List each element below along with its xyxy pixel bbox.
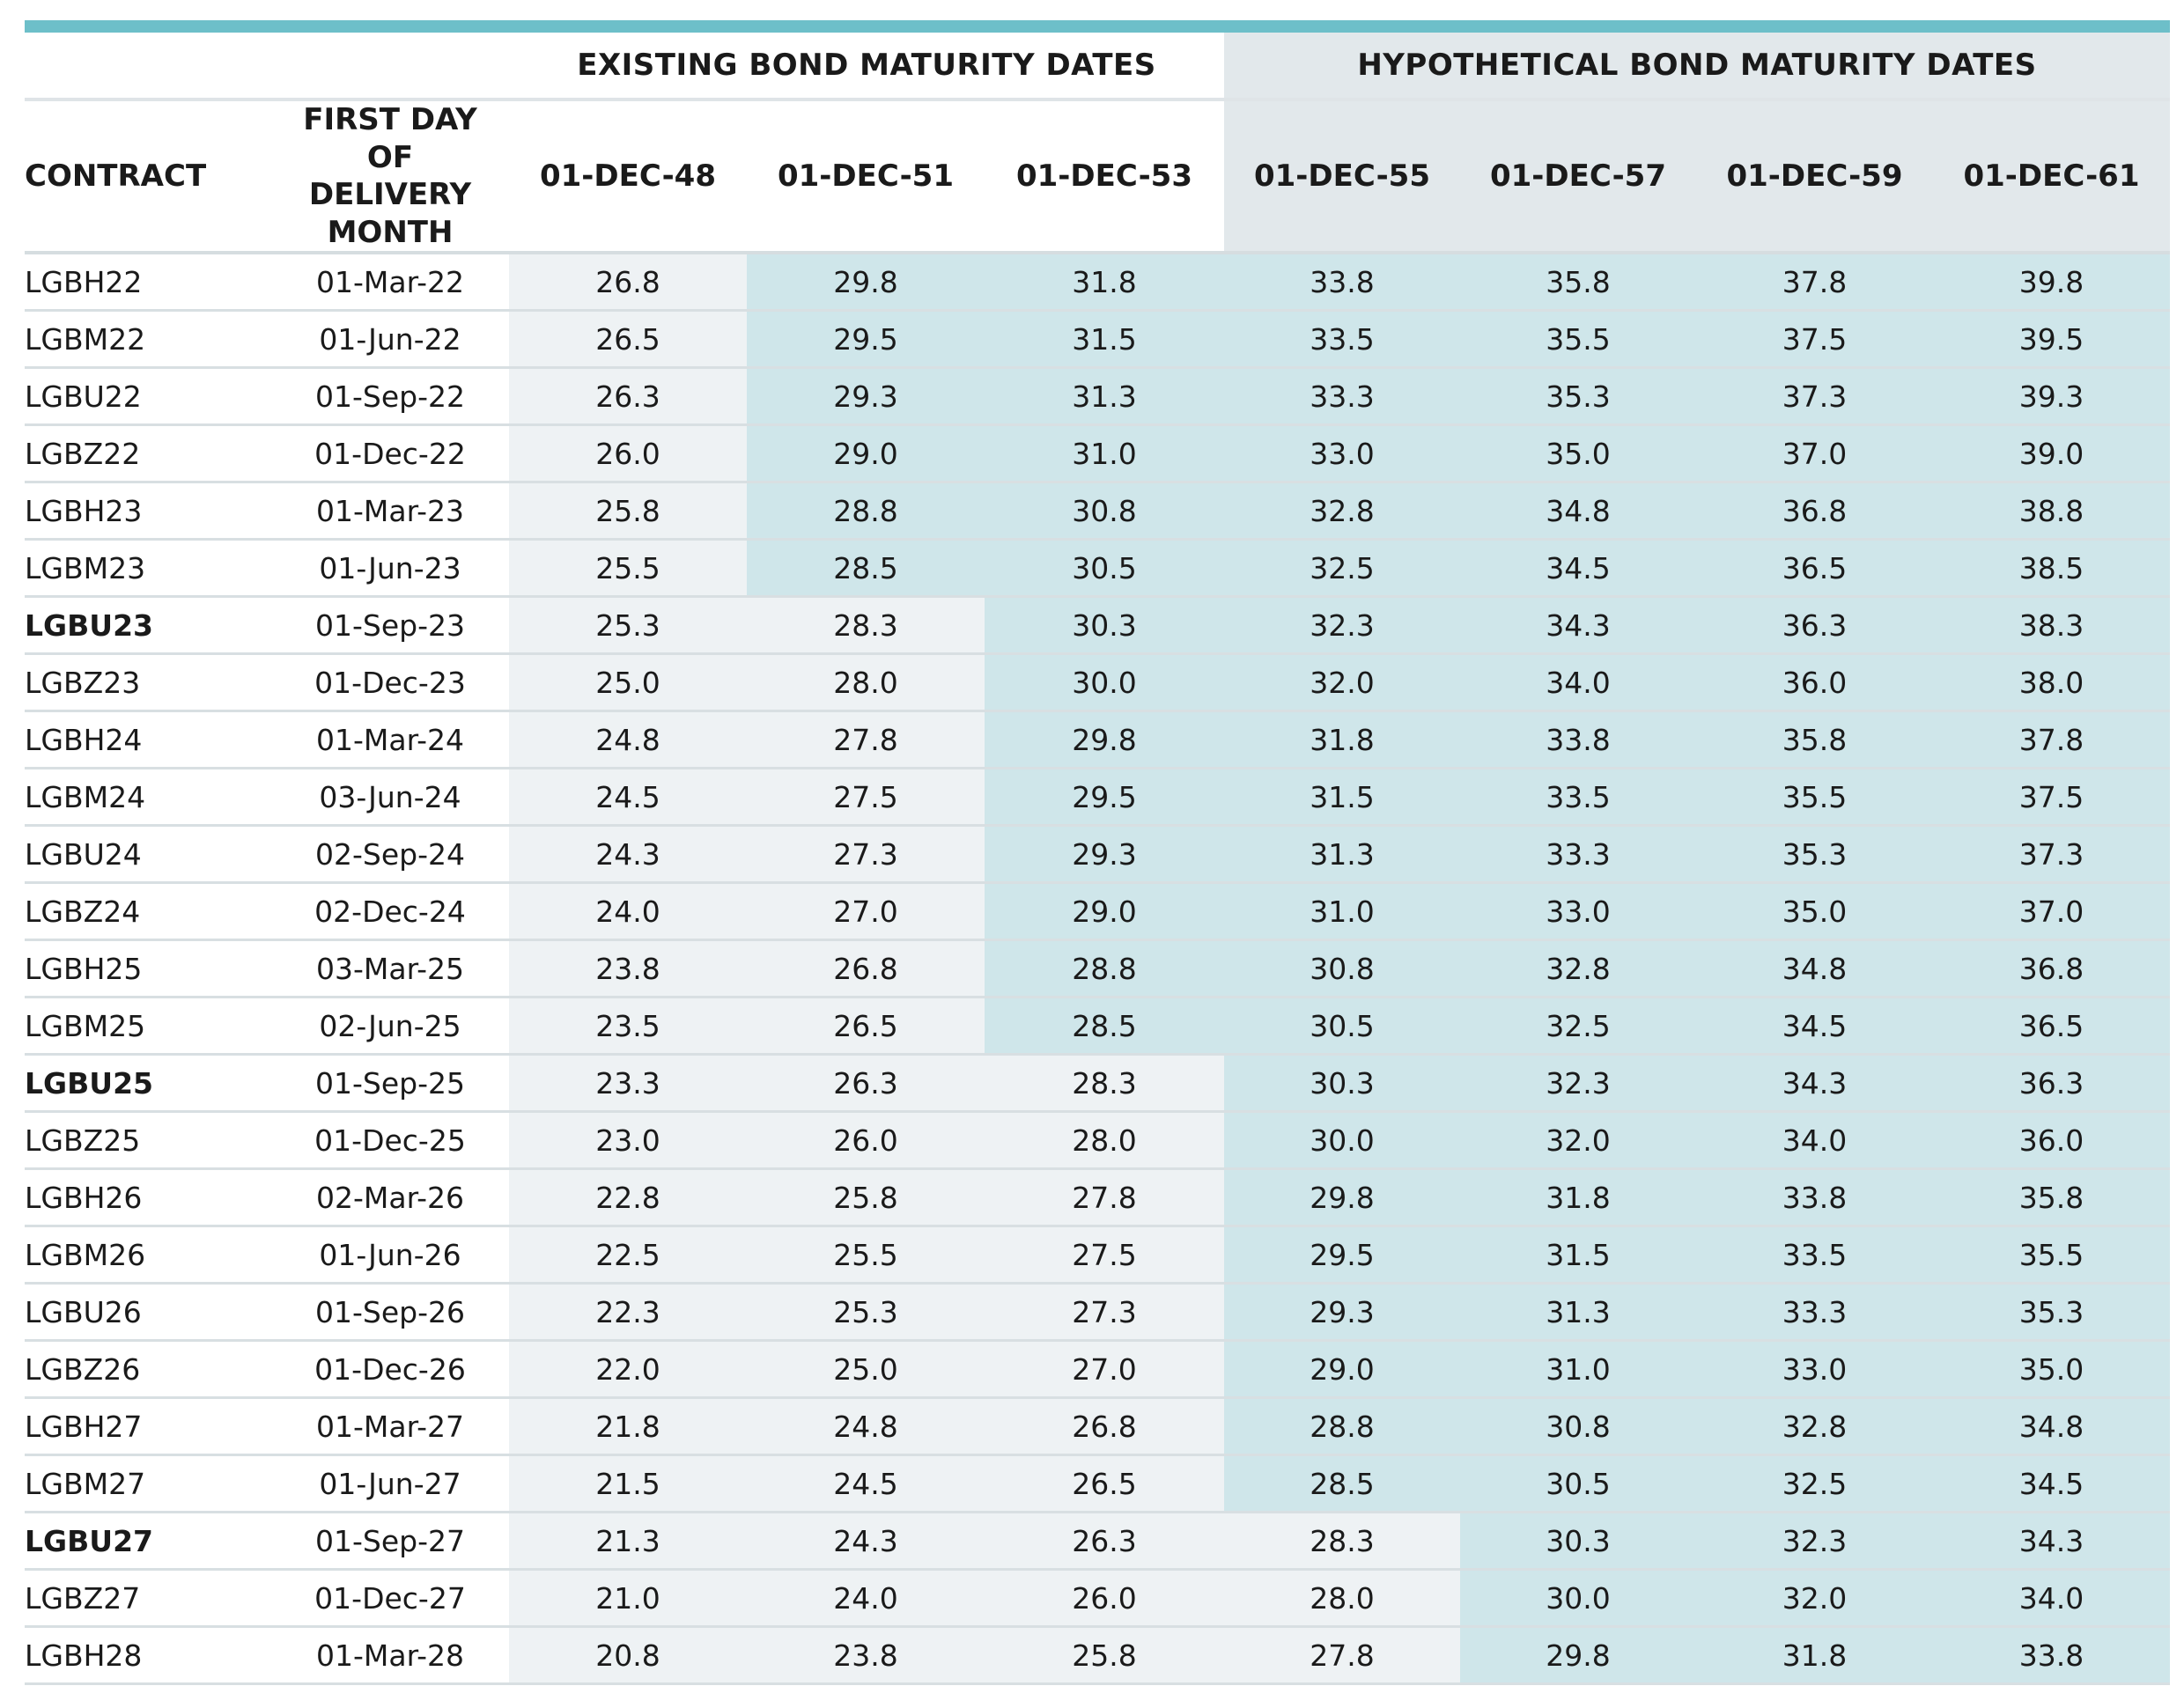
term-value-cell: 36.0 <box>1933 1112 2170 1169</box>
table-row <box>25 940 2170 998</box>
delivery-date-cell: 03-Jun-24 <box>271 769 509 826</box>
contract-column-header: CONTRACT <box>25 101 271 253</box>
term-value-cell: 36.0 <box>1696 654 1933 711</box>
contract-cell: LGBM24 <box>25 769 271 826</box>
contract-cell: LGBZ27 <box>25 1570 271 1627</box>
term-value-cell: 26.0 <box>509 425 747 482</box>
term-value-cell: 25.8 <box>509 482 747 540</box>
term-value-cell: 36.3 <box>1696 597 1933 654</box>
table-row <box>25 1627 2170 1684</box>
term-value-cell: 26.0 <box>747 1112 985 1169</box>
term-value-cell: 30.5 <box>1224 998 1460 1055</box>
term-value-cell: 38.0 <box>1933 654 2170 711</box>
term-value-cell: 39.3 <box>1933 368 2170 425</box>
term-value-cell: 26.5 <box>509 311 747 368</box>
term-value-cell: 30.5 <box>985 540 1224 597</box>
term-value-cell: 36.8 <box>1933 940 2170 998</box>
term-value-cell: 34.3 <box>1460 597 1696 654</box>
term-value-cell: 39.5 <box>1933 311 2170 368</box>
term-value-cell: 32.5 <box>1460 998 1696 1055</box>
term-value-cell: 31.8 <box>1460 1169 1696 1226</box>
term-value-cell: 28.8 <box>747 482 985 540</box>
term-value-cell: 31.8 <box>1696 1627 1933 1684</box>
term-value-cell: 33.3 <box>1224 368 1460 425</box>
term-value-cell: 31.0 <box>1224 883 1460 940</box>
delivery-date-cell: 01-Dec-27 <box>271 1570 509 1627</box>
term-value-cell: 28.3 <box>747 597 985 654</box>
term-value-cell: 29.0 <box>747 425 985 482</box>
term-value-cell: 33.8 <box>1933 1627 2170 1684</box>
maturity-column-header: 01-DEC-51 <box>747 101 985 253</box>
term-value-cell: 31.3 <box>1460 1284 1696 1341</box>
term-value-cell: 22.0 <box>509 1341 747 1398</box>
contract-cell: LGBU26 <box>25 1284 271 1341</box>
term-value-cell: 24.5 <box>509 769 747 826</box>
term-value-cell: 33.3 <box>1696 1284 1933 1341</box>
contract-cell: LGBH27 <box>25 1398 271 1455</box>
table-row <box>25 1570 2170 1627</box>
term-value-cell: 22.5 <box>509 1226 747 1284</box>
term-value-cell: 26.5 <box>985 1455 1224 1513</box>
term-value-cell: 32.8 <box>1224 482 1460 540</box>
table-row <box>25 1398 2170 1455</box>
table-row <box>25 1169 2170 1226</box>
term-value-cell: 32.8 <box>1460 940 1696 998</box>
delivery-date-cell: 02-Dec-24 <box>271 883 509 940</box>
term-value-cell: 28.5 <box>1224 1455 1460 1513</box>
term-value-cell: 26.3 <box>985 1513 1224 1570</box>
term-value-cell: 31.8 <box>985 253 1224 311</box>
maturity-column-header: 01-DEC-59 <box>1696 101 1933 253</box>
term-value-cell: 24.3 <box>509 826 747 883</box>
term-value-cell: 28.8 <box>1224 1398 1460 1455</box>
term-value-cell: 33.0 <box>1460 883 1696 940</box>
term-value-cell: 38.3 <box>1933 597 2170 654</box>
table-row <box>25 425 2170 482</box>
delivery-date-cell: 01-Sep-27 <box>271 1513 509 1570</box>
term-value-cell: 37.3 <box>1696 368 1933 425</box>
term-value-cell: 38.5 <box>1933 540 2170 597</box>
term-value-cell: 21.5 <box>509 1455 747 1513</box>
term-value-cell: 33.0 <box>1696 1341 1933 1398</box>
term-value-cell: 33.5 <box>1696 1226 1933 1284</box>
term-value-cell: 35.3 <box>1696 826 1933 883</box>
term-value-cell: 34.5 <box>1460 540 1696 597</box>
delivery-date-cell: 01-Dec-25 <box>271 1112 509 1169</box>
term-value-cell: 30.8 <box>985 482 1224 540</box>
table-row <box>25 368 2170 425</box>
term-value-cell: 27.3 <box>985 1284 1224 1341</box>
term-value-cell: 33.8 <box>1460 711 1696 769</box>
delivery-date-cell: 01-Sep-23 <box>271 597 509 654</box>
contract-cell: LGBH24 <box>25 711 271 769</box>
term-value-cell: 26.5 <box>747 998 985 1055</box>
maturity-column-header: 01-DEC-53 <box>985 101 1224 253</box>
term-value-cell: 25.0 <box>509 654 747 711</box>
term-value-cell: 27.5 <box>747 769 985 826</box>
table-row <box>25 769 2170 826</box>
delivery-date-cell: 01-Sep-26 <box>271 1284 509 1341</box>
contract-cell: LGBH26 <box>25 1169 271 1226</box>
term-value-cell: 32.3 <box>1696 1513 1933 1570</box>
term-value-cell: 28.5 <box>747 540 985 597</box>
term-value-cell: 38.8 <box>1933 482 2170 540</box>
term-value-cell: 39.0 <box>1933 425 2170 482</box>
term-value-cell: 29.8 <box>1224 1169 1460 1226</box>
contract-cell: LGBM22 <box>25 311 271 368</box>
term-value-cell: 37.0 <box>1696 425 1933 482</box>
term-value-cell: 30.0 <box>1224 1112 1460 1169</box>
term-value-cell: 31.8 <box>1224 711 1460 769</box>
term-value-cell: 33.5 <box>1224 311 1460 368</box>
delivery-date-cell: 01-Jun-26 <box>271 1226 509 1284</box>
term-value-cell: 27.8 <box>985 1169 1224 1226</box>
table-row <box>25 1055 2170 1112</box>
term-value-cell: 24.5 <box>747 1455 985 1513</box>
contract-cell: LGBU22 <box>25 368 271 425</box>
term-value-cell: 27.8 <box>1224 1627 1460 1684</box>
maturity-column-header: 01-DEC-48 <box>509 101 747 253</box>
term-value-cell: 30.0 <box>985 654 1224 711</box>
term-value-cell: 31.5 <box>1460 1226 1696 1284</box>
term-value-cell: 30.3 <box>1224 1055 1460 1112</box>
term-value-cell: 29.8 <box>747 253 985 311</box>
first-day-header-text: FIRST DAY OF DELIVERY MONTH <box>303 102 477 250</box>
delivery-date-cell: 02-Mar-26 <box>271 1169 509 1226</box>
term-value-cell: 35.0 <box>1696 883 1933 940</box>
contract-cell: LGBU24 <box>25 826 271 883</box>
maturity-column-header: 01-DEC-61 <box>1933 101 2170 253</box>
term-value-cell: 32.5 <box>1696 1455 1933 1513</box>
term-value-cell: 29.5 <box>1224 1226 1460 1284</box>
contract-cell: LGBZ26 <box>25 1341 271 1398</box>
term-value-cell: 27.8 <box>747 711 985 769</box>
term-value-cell: 28.0 <box>747 654 985 711</box>
term-value-cell: 37.0 <box>1933 883 2170 940</box>
contract-cell: LGBU23 <box>25 597 271 654</box>
delivery-date-cell: 01-Mar-27 <box>271 1398 509 1455</box>
term-value-cell: 27.5 <box>985 1226 1224 1284</box>
term-value-cell: 30.5 <box>1460 1455 1696 1513</box>
term-value-cell: 23.5 <box>509 998 747 1055</box>
contract-cell: LGBM27 <box>25 1455 271 1513</box>
term-value-cell: 30.8 <box>1224 940 1460 998</box>
term-value-cell: 31.3 <box>985 368 1224 425</box>
delivery-date-cell: 02-Sep-24 <box>271 826 509 883</box>
term-value-cell: 23.0 <box>509 1112 747 1169</box>
term-value-cell: 26.8 <box>985 1398 1224 1455</box>
contract-cell: LGBM25 <box>25 998 271 1055</box>
term-value-cell: 20.8 <box>509 1627 747 1684</box>
delivery-date-cell: 01-Jun-23 <box>271 540 509 597</box>
delivery-date-cell: 01-Dec-26 <box>271 1341 509 1398</box>
table-row <box>25 998 2170 1055</box>
term-value-cell: 23.3 <box>509 1055 747 1112</box>
term-value-cell: 31.5 <box>985 311 1224 368</box>
term-value-cell: 35.8 <box>1460 253 1696 311</box>
term-value-cell: 23.8 <box>509 940 747 998</box>
term-value-cell: 24.0 <box>509 883 747 940</box>
term-value-cell: 21.0 <box>509 1570 747 1627</box>
term-value-cell: 23.8 <box>747 1627 985 1684</box>
term-value-cell: 28.0 <box>985 1112 1224 1169</box>
term-value-cell: 28.3 <box>985 1055 1224 1112</box>
term-value-cell: 37.3 <box>1933 826 2170 883</box>
term-value-cell: 35.3 <box>1933 1284 2170 1341</box>
table-row <box>25 482 2170 540</box>
term-value-cell: 36.5 <box>1933 998 2170 1055</box>
term-value-cell: 33.3 <box>1460 826 1696 883</box>
term-value-cell: 32.0 <box>1696 1570 1933 1627</box>
delivery-date-cell: 01-Sep-22 <box>271 368 509 425</box>
term-value-cell: 32.8 <box>1696 1398 1933 1455</box>
delivery-date-cell: 01-Mar-28 <box>271 1627 509 1684</box>
hypothetical-maturities-heading: HYPOTHETICAL BOND MATURITY DATES <box>1357 48 2037 83</box>
term-value-cell: 28.5 <box>985 998 1224 1055</box>
table-row <box>25 253 2170 311</box>
term-value-cell: 24.8 <box>509 711 747 769</box>
term-value-cell: 31.0 <box>1460 1341 1696 1398</box>
term-value-cell: 33.5 <box>1460 769 1696 826</box>
term-value-cell: 34.8 <box>1696 940 1933 998</box>
contract-cell: LGBU25 <box>25 1055 271 1112</box>
group-header-band <box>25 33 2170 101</box>
term-value-cell: 25.0 <box>747 1341 985 1398</box>
term-value-cell: 33.0 <box>1224 425 1460 482</box>
term-value-cell: 29.3 <box>985 826 1224 883</box>
term-value-cell: 37.5 <box>1696 311 1933 368</box>
term-value-cell: 33.8 <box>1696 1169 1933 1226</box>
table-row <box>25 540 2170 597</box>
contract-cell: LGBH22 <box>25 253 271 311</box>
maturity-table-container <box>25 20 2170 1685</box>
term-value-cell: 27.0 <box>985 1341 1224 1398</box>
term-value-cell: 25.8 <box>747 1169 985 1226</box>
term-value-cell: 25.5 <box>509 540 747 597</box>
term-value-cell: 35.5 <box>1696 769 1933 826</box>
contract-cell: LGBZ24 <box>25 883 271 940</box>
term-value-cell: 29.3 <box>747 368 985 425</box>
term-value-cell: 26.8 <box>509 253 747 311</box>
contract-cell: LGBH28 <box>25 1627 271 1684</box>
delivery-date-cell: 01-Mar-23 <box>271 482 509 540</box>
term-value-cell: 34.5 <box>1933 1455 2170 1513</box>
table-row <box>25 826 2170 883</box>
term-value-cell: 31.3 <box>1224 826 1460 883</box>
term-value-cell: 31.5 <box>1224 769 1460 826</box>
delivery-date-cell: 01-Dec-22 <box>271 425 509 482</box>
term-value-cell: 21.8 <box>509 1398 747 1455</box>
contract-cell: LGBM26 <box>25 1226 271 1284</box>
term-value-cell: 30.3 <box>1460 1513 1696 1570</box>
term-value-cell: 25.8 <box>985 1627 1224 1684</box>
term-value-cell: 28.3 <box>1224 1513 1460 1570</box>
term-value-cell: 25.5 <box>747 1226 985 1284</box>
term-value-cell: 35.8 <box>1933 1169 2170 1226</box>
term-value-cell: 28.0 <box>1224 1570 1460 1627</box>
table-row <box>25 1226 2170 1284</box>
term-value-cell: 29.5 <box>747 311 985 368</box>
term-value-cell: 37.8 <box>1696 253 1933 311</box>
term-value-cell: 35.5 <box>1933 1226 2170 1284</box>
term-value-cell: 34.8 <box>1933 1398 2170 1455</box>
term-value-cell: 24.8 <box>747 1398 985 1455</box>
term-value-cell: 34.3 <box>1933 1513 2170 1570</box>
term-value-cell: 36.5 <box>1696 540 1933 597</box>
term-value-cell: 29.8 <box>1460 1627 1696 1684</box>
table-row <box>25 654 2170 711</box>
term-value-cell: 25.3 <box>747 1284 985 1341</box>
term-value-cell: 29.5 <box>985 769 1224 826</box>
term-value-cell: 36.3 <box>1933 1055 2170 1112</box>
term-value-cell: 34.0 <box>1933 1570 2170 1627</box>
maturity-column-header: 01-DEC-55 <box>1224 101 1460 253</box>
maturity-column-header: 01-DEC-57 <box>1460 101 1696 253</box>
term-value-cell: 32.0 <box>1460 1112 1696 1169</box>
term-value-cell: 32.3 <box>1460 1055 1696 1112</box>
table-row <box>25 1513 2170 1570</box>
existing-maturities-heading: EXISTING BOND MATURITY DATES <box>577 48 1156 83</box>
delivery-date-cell: 01-Mar-24 <box>271 711 509 769</box>
term-value-cell: 26.3 <box>509 368 747 425</box>
contract-cell: LGBZ23 <box>25 654 271 711</box>
delivery-date-cell: 01-Dec-23 <box>271 654 509 711</box>
term-value-cell: 22.3 <box>509 1284 747 1341</box>
delivery-date-cell: 01-Mar-22 <box>271 253 509 311</box>
term-value-cell: 35.0 <box>1933 1341 2170 1398</box>
delivery-date-cell: 01-Jun-27 <box>271 1455 509 1513</box>
table-row <box>25 711 2170 769</box>
term-value-cell: 32.5 <box>1224 540 1460 597</box>
delivery-date-cell: 03-Mar-25 <box>271 940 509 998</box>
term-value-cell: 29.0 <box>1224 1341 1460 1398</box>
term-value-cell: 29.3 <box>1224 1284 1460 1341</box>
table-row <box>25 883 2170 940</box>
term-value-cell: 39.8 <box>1933 253 2170 311</box>
delivery-date-cell: 01-Jun-22 <box>271 311 509 368</box>
term-value-cell: 24.0 <box>747 1570 985 1627</box>
term-value-cell: 34.3 <box>1696 1055 1933 1112</box>
term-value-cell: 29.0 <box>985 883 1224 940</box>
term-value-cell: 27.3 <box>747 826 985 883</box>
term-value-cell: 37.8 <box>1933 711 2170 769</box>
table-row <box>25 1341 2170 1398</box>
term-value-cell: 22.8 <box>509 1169 747 1226</box>
term-value-cell: 24.3 <box>747 1513 985 1570</box>
contract-cell: LGBU27 <box>25 1513 271 1570</box>
table-row <box>25 1112 2170 1169</box>
term-value-cell: 35.3 <box>1460 368 1696 425</box>
term-value-cell: 33.8 <box>1224 253 1460 311</box>
term-value-cell: 21.3 <box>509 1513 747 1570</box>
term-value-cell: 30.3 <box>985 597 1224 654</box>
term-value-cell: 35.0 <box>1460 425 1696 482</box>
term-value-cell: 35.5 <box>1460 311 1696 368</box>
term-value-cell: 37.5 <box>1933 769 2170 826</box>
term-value-cell: 36.8 <box>1696 482 1933 540</box>
term-value-cell: 30.0 <box>1460 1570 1696 1627</box>
delivery-date-cell: 02-Jun-25 <box>271 998 509 1055</box>
term-value-cell: 34.0 <box>1460 654 1696 711</box>
term-value-cell: 32.0 <box>1224 654 1460 711</box>
term-value-cell: 26.8 <box>747 940 985 998</box>
contract-cell: LGBH23 <box>25 482 271 540</box>
term-value-cell: 32.3 <box>1224 597 1460 654</box>
term-value-cell: 34.8 <box>1460 482 1696 540</box>
first-day-column-header <box>271 101 509 253</box>
term-value-cell: 31.0 <box>985 425 1224 482</box>
contract-cell: LGBH25 <box>25 940 271 998</box>
table-row <box>25 1455 2170 1513</box>
term-value-cell: 28.8 <box>985 940 1224 998</box>
table-row <box>25 1284 2170 1341</box>
term-value-cell: 34.0 <box>1696 1112 1933 1169</box>
term-value-cell: 30.8 <box>1460 1398 1696 1455</box>
term-value-cell: 34.5 <box>1696 998 1933 1055</box>
contract-cell: LGBZ25 <box>25 1112 271 1169</box>
contract-cell: LGBZ22 <box>25 425 271 482</box>
maturity-table <box>25 101 2170 1685</box>
term-value-cell: 27.0 <box>747 883 985 940</box>
accent-bar <box>25 20 2170 33</box>
table-row <box>25 311 2170 368</box>
term-value-cell: 26.3 <box>747 1055 985 1112</box>
column-header-row <box>25 101 2170 253</box>
term-value-cell: 35.8 <box>1696 711 1933 769</box>
contract-cell: LGBM23 <box>25 540 271 597</box>
table-body <box>25 253 2170 1684</box>
delivery-date-cell: 01-Sep-25 <box>271 1055 509 1112</box>
term-value-cell: 25.3 <box>509 597 747 654</box>
table-row <box>25 597 2170 654</box>
term-value-cell: 29.8 <box>985 711 1224 769</box>
term-value-cell: 26.0 <box>985 1570 1224 1627</box>
